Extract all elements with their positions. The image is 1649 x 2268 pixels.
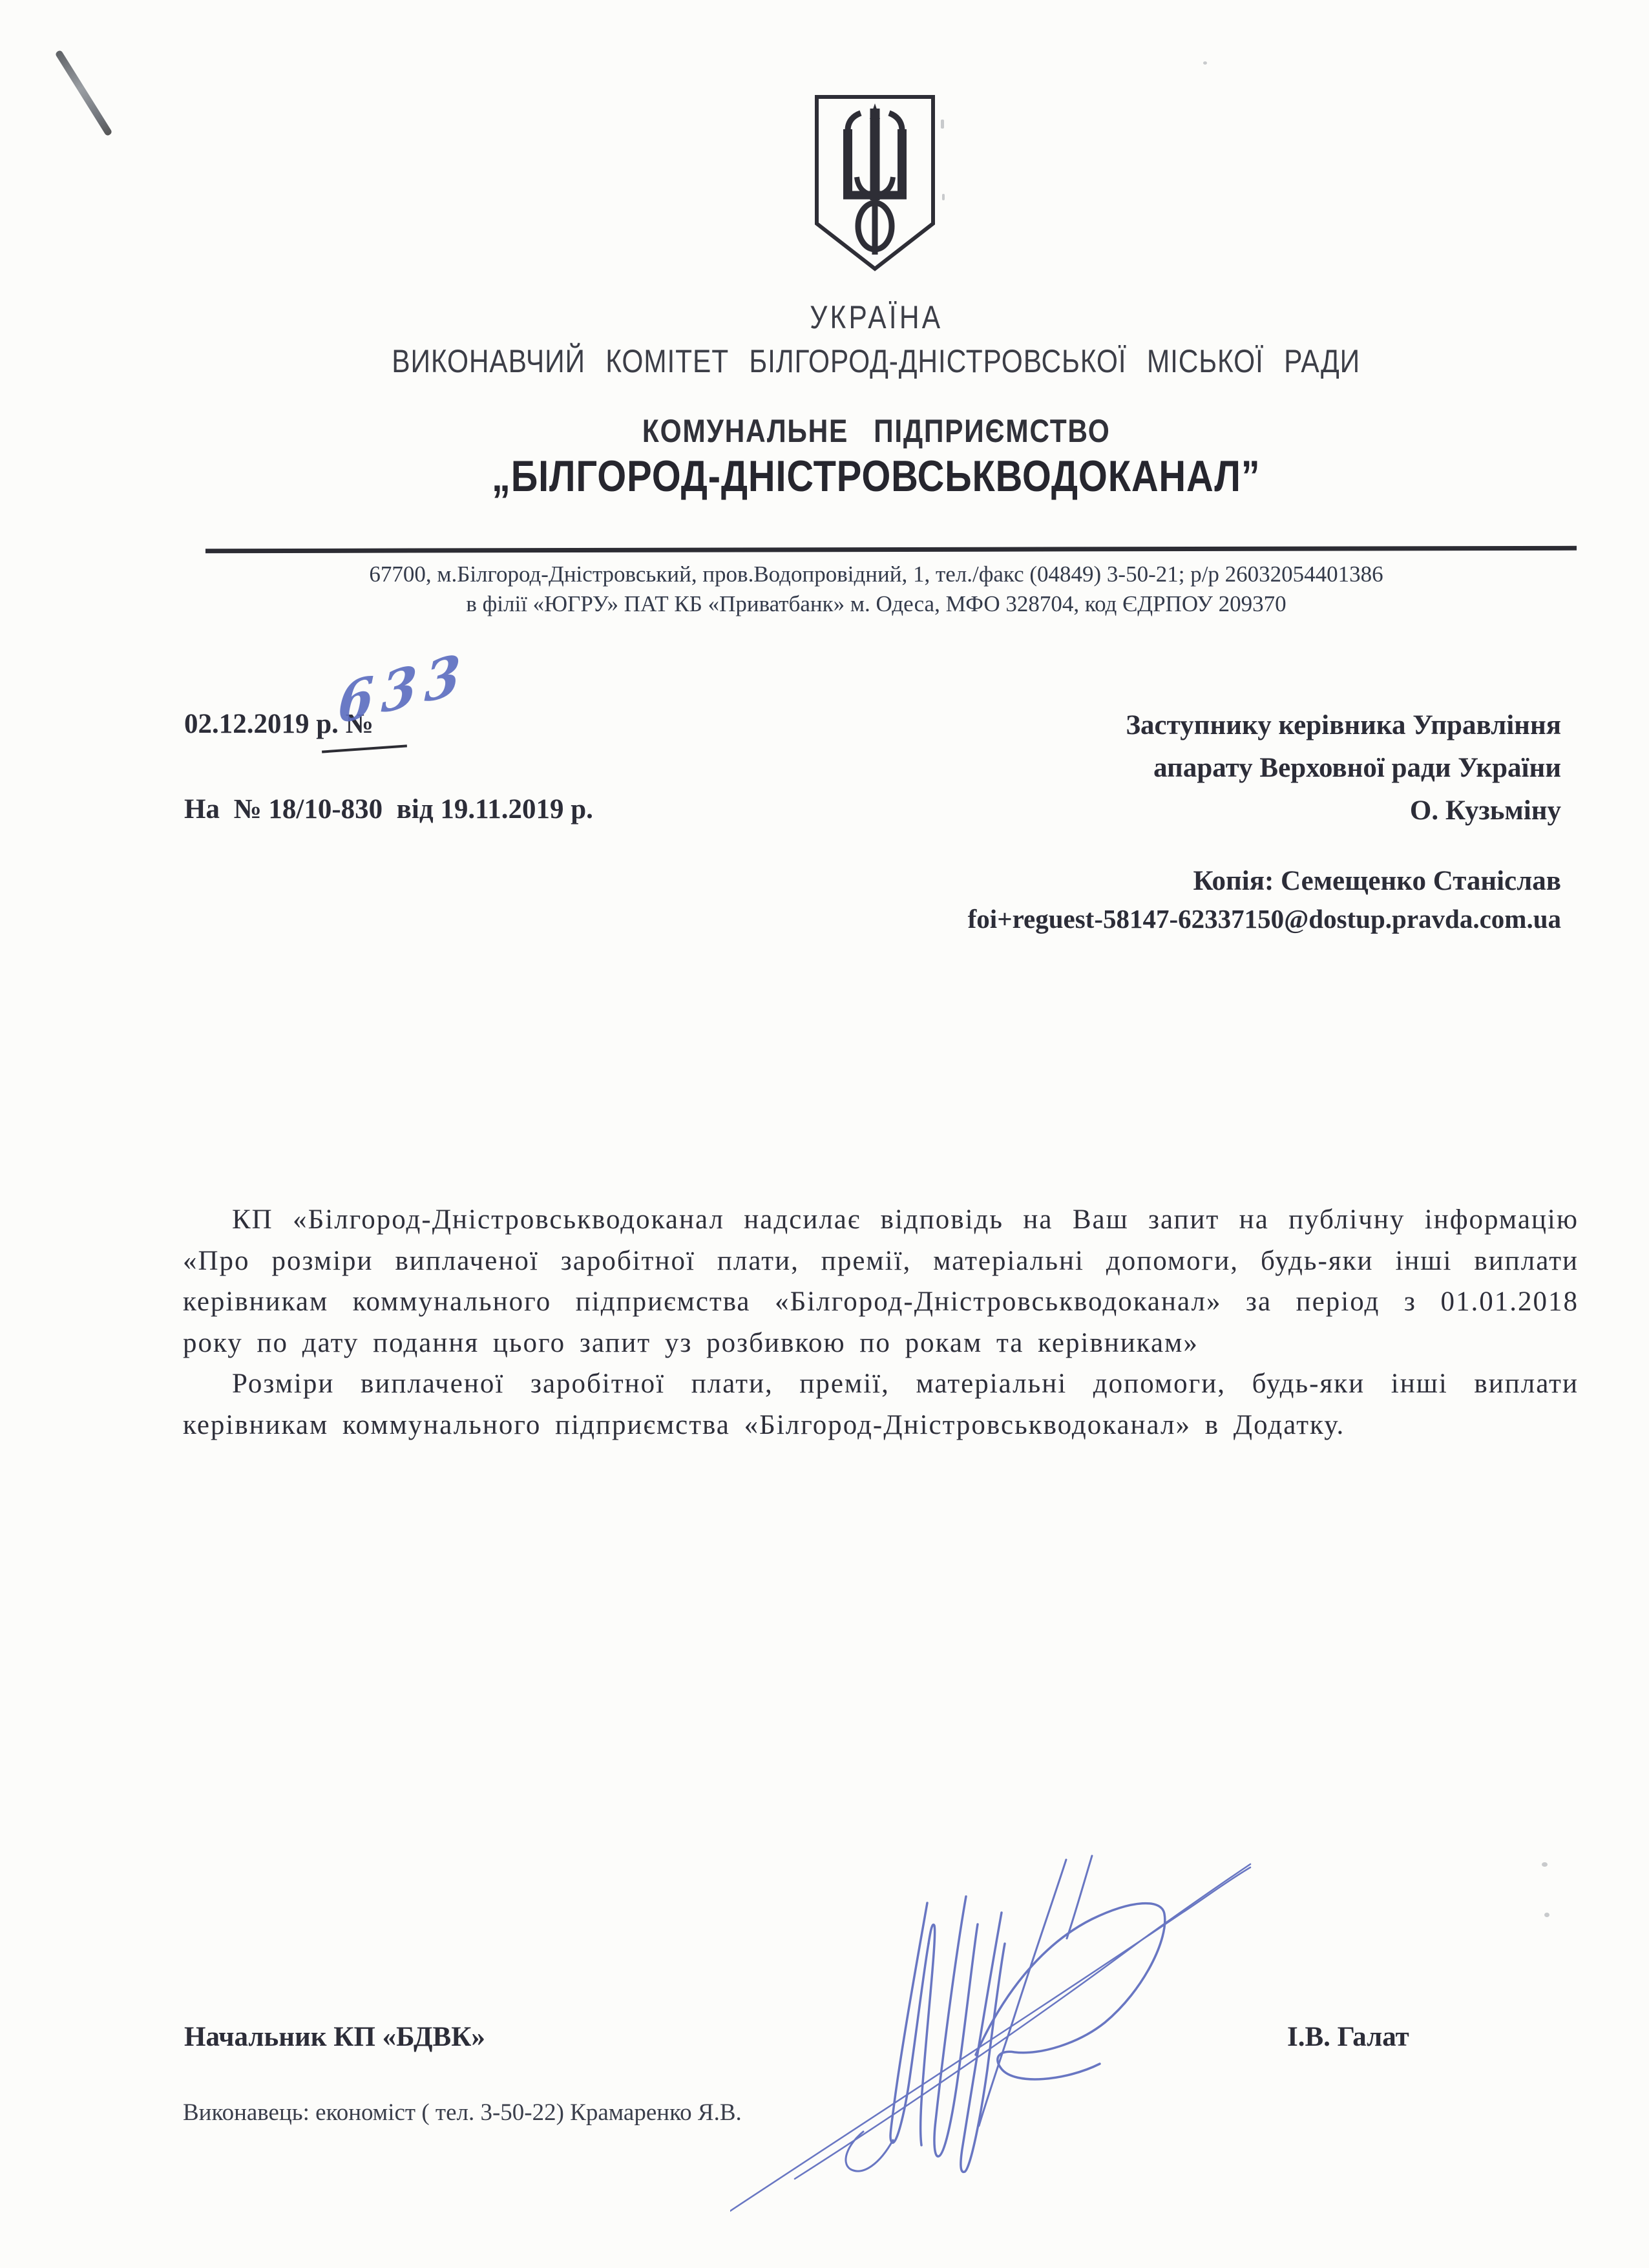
scan-noise-speck [942, 194, 945, 200]
letterhead-divider [205, 546, 1577, 553]
recipient-block [775, 704, 1561, 832]
scan-noise-speck [1544, 1913, 1549, 1917]
scan-noise-speck [1542, 1862, 1548, 1867]
tryzub-emblem-icon [812, 92, 938, 274]
country-title-text: УКРАЇНА [809, 299, 943, 335]
letterhead [127, 299, 1626, 501]
recipient-line-3: О. Кузьміну [1409, 795, 1561, 826]
signer-name: І.В. Галат [1287, 2022, 1409, 2052]
signer-position-title: Начальник КП «БДВК» [184, 2022, 485, 2052]
address-line-1: 67700, м.Білгород-Дністровський, пров.Водопровідний, 1, тел./факс (04849) 3-50-21; р/р 26032054401386 [369, 562, 1383, 587]
country-title [127, 299, 1626, 336]
letter-body [183, 1199, 1579, 1445]
committee-title-text: ВИКОНАВЧИЙ КОМІТЕТ БІЛГОРОД-ДНІСТРОВСЬКОЇ МІСЬКОЇ РАДИ [392, 343, 1361, 379]
body-paragraph-1: КП «Білгород-Дністровськводоканал надсилає відповідь на Ваш запит на публічну інформацію «Про розміри виплаченої заробітної плати, премії, матеріальні допомоги, будь-яки інші виплати керівникам коммунального підприємства «Білгород-Дністровськводоканал» за період з 01.01.2018 року по дату подання цього запит уз розбивкою по рокам та керівникам» [183, 1204, 1579, 1358]
outgoing-date-line: 02.12.2019 р. № [184, 709, 373, 739]
copy-recipient-name: Копія: Семещенко Станіслав [1193, 866, 1561, 896]
recipient-line-2: апарату Верховної ради України [1153, 753, 1561, 783]
outgoing-number-underline [322, 744, 407, 753]
org-type-text: КОМУНАЛЬНЕ ПІДПРИЄМСТВО [642, 413, 1111, 449]
scan-artifact-pen-mark [55, 50, 113, 137]
copy-recipient-block [646, 862, 1561, 937]
scan-noise-speck [1203, 61, 1207, 65]
body-paragraph-2: Розміри виплаченої заробітної плати, премії, матеріальні допомоги, будь-яки інші виплати керівникам коммунального підприємства «Білгород-Дністровськводоканал» в Додатку. [183, 1369, 1579, 1440]
executor-line: Виконавець: економіст ( тел. 3-50-22) Крамаренко Я.В. [183, 2099, 742, 2126]
reply-reference-line: На № 18/10-830 від 19.11.2019 р. [184, 794, 593, 824]
org-type-title [127, 412, 1626, 450]
handwritten-signature-scribble [730, 1842, 1260, 2216]
copy-recipient-email: foi+reguest-58147-62337150@dostup.pravda.com.ua [967, 904, 1561, 934]
org-name-title [127, 451, 1626, 501]
committee-title [127, 342, 1626, 380]
org-name-text: „БІЛГОРОД-ДНІСТРОВСЬКВОДОКАНАЛ” [492, 452, 1261, 501]
address-line-2: в філії «ЮГРУ» ПАТ КБ «Приватбанк» м. Одеса, МФО 328704, код ЄДРПОУ 209370 [466, 591, 1287, 616]
recipient-line-1: Заступнику керівника Управління [1126, 710, 1561, 740]
letterhead-address [127, 560, 1626, 619]
handwritten-outgoing-number: 633 [337, 640, 469, 737]
scan-noise-speck [941, 120, 944, 129]
